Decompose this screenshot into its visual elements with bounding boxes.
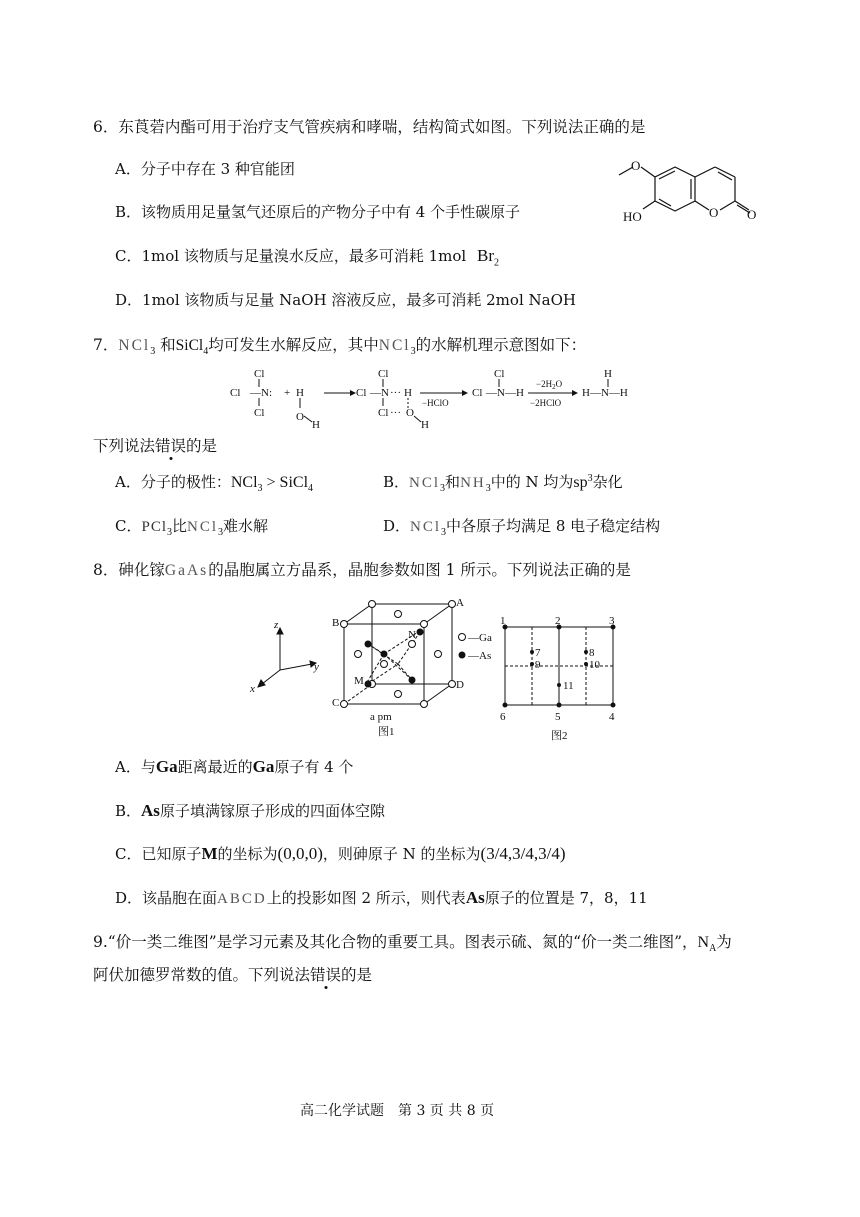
q8-stem: 8．砷化镓GaAs的晶胞属立方晶系，晶胞参数如图 1 所示。下列说法正确的是 [93,561,631,579]
svg-text:D: D [456,679,464,691]
svg-text:Cl: Cl [494,368,505,380]
svg-text:—N:: —N: [250,387,272,399]
br2-formula: $Br_2$ [477,246,499,269]
svg-text:H: H [296,387,304,399]
svg-text:11: 11 [563,680,574,692]
methoxy-o-label: O [631,158,641,173]
svg-text:C: C [332,697,340,709]
svg-text:M: M [354,675,364,687]
svg-text:z: z [274,619,279,631]
svg-text:8: 8 [589,647,595,659]
svg-text:H: H [604,368,612,380]
svg-text:···: ··· [390,407,401,419]
svg-text:H: H [421,419,429,431]
q9-line-2: 阿伏加德罗常数的值。下列说法错误的是 [93,966,373,984]
q8-option-d: D．该晶胞在面ABCD上的投影如图 2 所示，则代表As原子的位置是 7，8，11 [115,888,648,907]
svg-text:10: 10 [589,659,600,671]
svg-text:A: A [456,597,464,609]
svg-text:a pm: a pm [370,711,392,723]
page-footer: 高二化学试题 第 3 页 共 8 页 [300,1103,495,1119]
svg-text:Cl: Cl [254,407,265,419]
svg-text:O: O [406,407,414,419]
unit-cell-figure-1 [248,592,508,742]
q8-option-b: B．As原子填满镓原子形成的四面体空隙 [115,801,385,820]
projection-figure-2 [495,615,625,745]
svg-text:Cl: Cl [378,368,389,380]
svg-text:9: 9 [535,659,541,671]
q6-option-d: D．1mol 该物质与足量 NaOH 溶液反应，最多可消耗 2mol NaOH [115,291,576,309]
q9-line-1: 9.“价一类二维图”是学习元素及其化合物的重要工具。图表示硫、氮的“价一类二维图”，$N_A$为 [93,933,732,955]
svg-text:···: ··· [390,387,401,399]
svg-text:1: 1 [500,615,506,627]
q6-stem: 6．东莨菪内酯可用于治疗支气管疾病和哮喘，结构简式如图。下列说法正确的是 [93,118,646,136]
emphasis-wrong: 错误 [155,437,187,455]
svg-text:Cl: Cl [356,387,367,399]
svg-text:O: O [296,411,304,423]
q7-lead: 下列说法错误的是 [93,437,218,455]
q6-option-c-text: C．1mol 该物质与足量溴水反应，最多可消耗 1mol [115,247,467,265]
svg-text:图2: 图2 [551,730,568,742]
scopoletin-structure [605,155,775,235]
carbonyl-o-label: O [747,207,757,222]
svg-text:3: 3 [609,615,615,627]
svg-text:Cl: Cl [378,407,389,419]
svg-text:−HClO: −HClO [422,398,449,408]
svg-text:—Ga: —Ga [468,632,492,644]
svg-text:H: H [404,387,412,399]
svg-text:图1: 图1 [378,726,395,738]
q7-option-d: D．NCl$_3$中各原子均满足 8 电子稳定结构 [383,517,661,538]
svg-text:4: 4 [609,711,615,723]
q6-option-b: B．该物质用足量氢气还原后的产物分子中有 4 个手性碳原子 [115,203,521,221]
svg-text:y: y [314,661,319,673]
q6-option-c [115,245,499,268]
ho-label: HO [623,209,642,224]
q7-option-a: A．分子的极性：NCl$_3$ > SiCl$_4$ [115,473,314,495]
svg-text:B: B [332,617,340,629]
emphasis-wrong: 错误 [310,966,342,984]
svg-text:6: 6 [500,711,506,723]
ncl3-hydrolysis-mechanism [226,366,646,432]
svg-text:H—N—H: H—N—H [582,387,628,399]
svg-text:7: 7 [535,647,541,659]
svg-text:N: N [408,629,416,641]
svg-text:Cl: Cl [254,368,265,380]
svg-text:Cl: Cl [230,387,241,399]
svg-text:x: x [250,683,255,695]
q7-option-c: C．PCl$_3$比NCl$_3$难水解 [115,517,269,538]
svg-text:Cl: Cl [472,387,483,399]
q6-option-a: A．分子中存在 3 种官能团 [115,160,295,178]
ring-o-label: O [709,205,719,220]
svg-text:—N: —N [370,387,389,399]
svg-text:+: + [284,387,291,399]
svg-text:−2HClO: −2HClO [530,398,562,408]
svg-text:H: H [312,419,320,431]
svg-text:—N—H: —N—H [486,387,524,399]
q8-option-c: C．已知原子M的坐标为(0,0,0)，则砷原子 N 的坐标为(3/4,3/4,3/4) [115,844,566,863]
svg-text:5: 5 [555,711,561,723]
q8-option-a: A．与Ga距离最近的Ga原子有 4 个 [115,757,354,776]
q7-stem: 7．NCl$_3$ 和SiCl$_4$均可发生水解反应，其中NCl$_3$的水解机理示意图如下： [93,336,587,358]
q7-option-b: B．NCl$_3$和$NH_3$中的 N 均为$sp^3$杂化 [383,473,623,494]
svg-text:−2H2O: $-2H_2O$ [536,379,563,391]
svg-text:—As: —As [468,650,492,662]
svg-text:2: 2 [555,615,561,627]
